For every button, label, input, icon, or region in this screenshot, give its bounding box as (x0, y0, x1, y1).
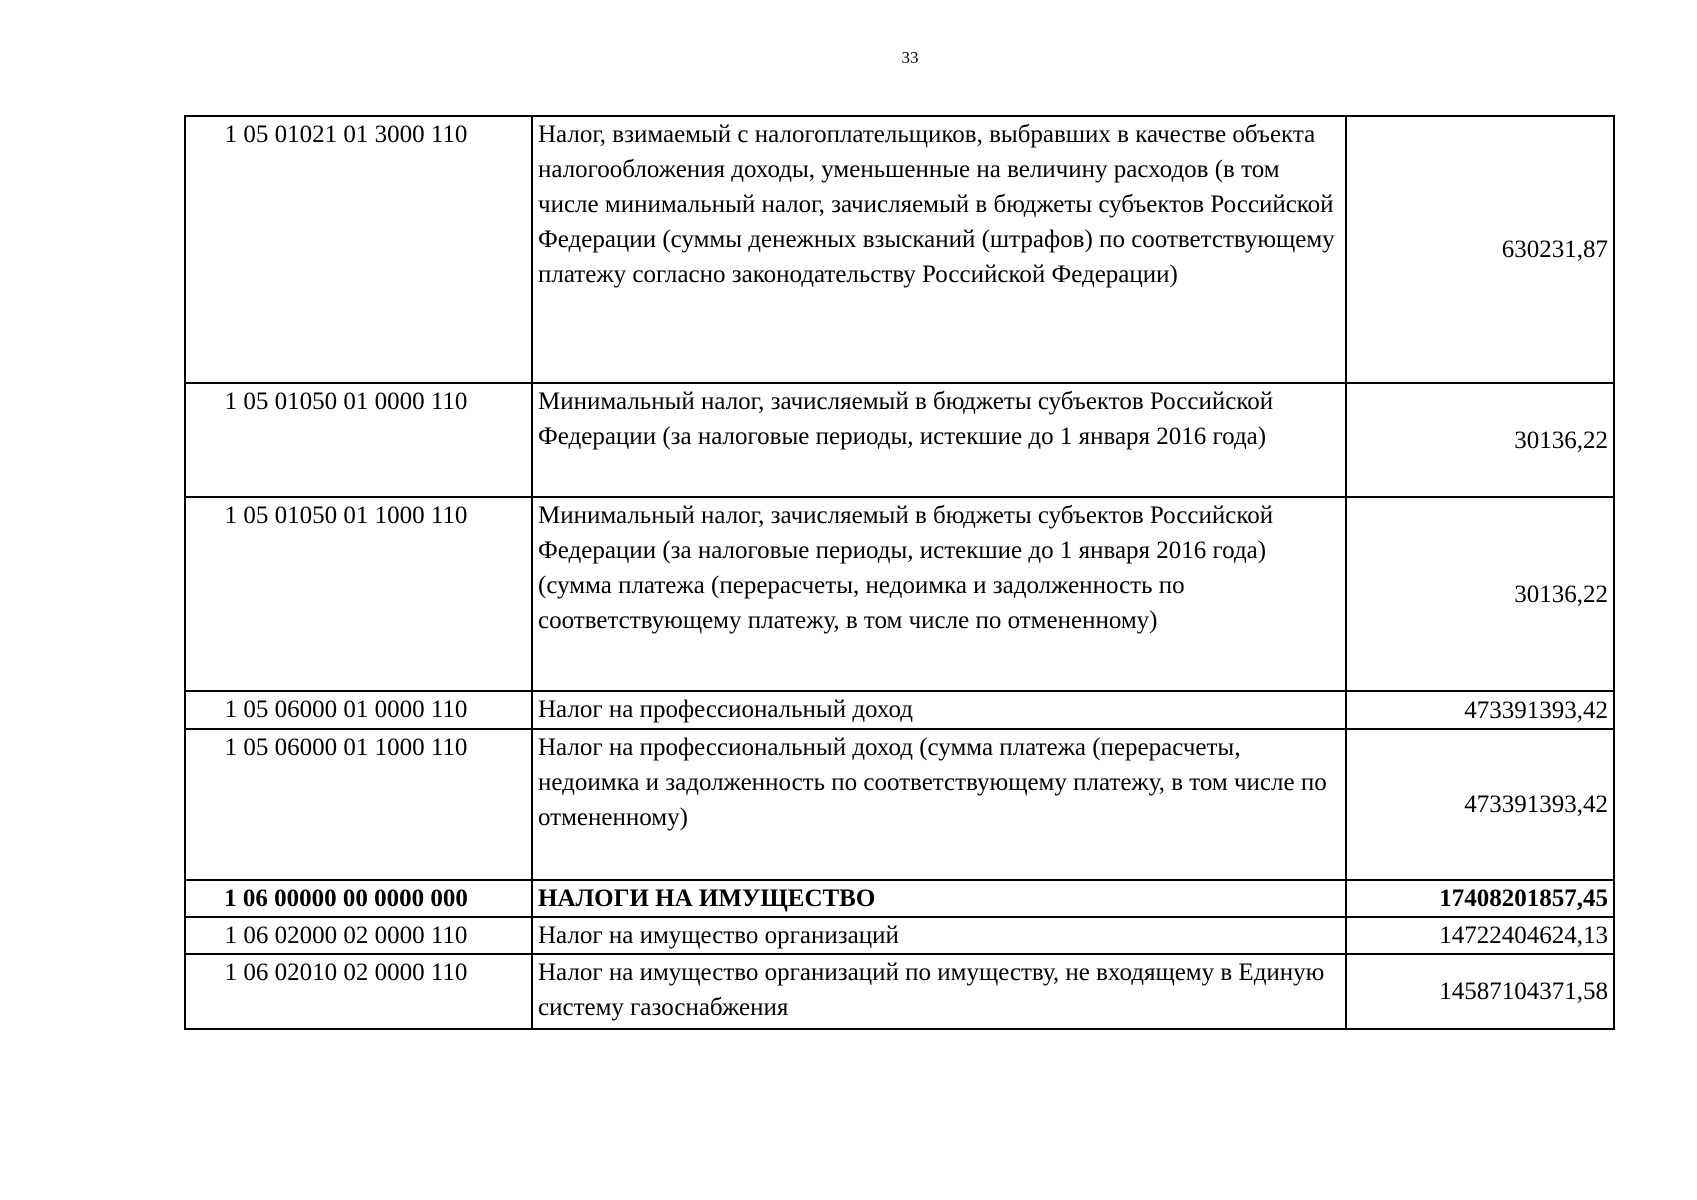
table-row (185, 691, 1614, 729)
row-code: 1 06 02000 02 0000 110 (185, 917, 532, 954)
row-amount: 30136,22 (1346, 497, 1614, 691)
table-row (185, 954, 1614, 1029)
table-row (185, 917, 1614, 954)
row-amount: 473391393,42 (1346, 691, 1614, 729)
budget-revenue-table (184, 115, 1615, 1030)
row-name: Налог, взимаемый с налогоплательщиков, выбравших в качестве объекта налогообложения доходы, уменьшенные на величину расходов (в том числе минимальный налог, зачисляемый в бюджеты субъектов Российской Федерации (суммы денежных взысканий (штрафов) по соответствующему платежу согласно законодательству Российской Федерации) (532, 116, 1346, 383)
row-code: 1 06 02010 02 0000 110 (185, 954, 532, 1029)
row-code: 1 05 06000 01 0000 110 (185, 691, 532, 729)
row-amount: 30136,22 (1346, 383, 1614, 497)
row-amount: 473391393,42 (1346, 729, 1614, 880)
row-code: 1 05 06000 01 1000 110 (185, 729, 532, 880)
page-number: 33 (901, 48, 919, 67)
row-name: Налог на имущество организаций по имуществу, не входящему в Единую систему газоснабжения (532, 954, 1346, 1029)
row-code: 1 05 01050 01 0000 110 (185, 383, 532, 497)
table-row (185, 383, 1614, 497)
row-amount: 14587104371,58 (1346, 954, 1614, 1029)
table-row (185, 497, 1614, 691)
row-name: Налог на профессиональный доход (532, 691, 1346, 729)
table-row (185, 729, 1614, 880)
row-code: 1 05 01050 01 1000 110 (185, 497, 532, 691)
row-amount: 630231,87 (1346, 116, 1614, 383)
row-amount: 14722404624,13 (1346, 917, 1614, 954)
row-name: Налог на профессиональный доход (сумма платежа (перерасчеты, недоимка и задолженность по соответствующему платежу, в том числе по отмененному) (532, 729, 1346, 880)
row-name: Минимальный налог, зачисляемый в бюджеты субъектов Российской Федерации (за налоговые периоды, истекшие до 1 января 2016 года) (сумма платежа (перерасчеты, недоимка и задолженность по соответствующему платежу, в том числе по отмененному) (532, 497, 1346, 691)
row-code: 1 05 01021 01 3000 110 (185, 116, 532, 383)
row-amount: 17408201857,45 (1346, 880, 1614, 917)
row-name: Минимальный налог, зачисляемый в бюджеты субъектов Российской Федерации (за налоговые периоды, истекшие до 1 января 2016 года) (532, 383, 1346, 497)
table-row (185, 116, 1614, 383)
row-code: 1 06 00000 00 0000 000 (185, 880, 532, 917)
row-name: НАЛОГИ НА ИМУЩЕСТВО (532, 880, 1346, 917)
row-name: Налог на имущество организаций (532, 917, 1346, 954)
table-row-section-total (185, 880, 1614, 917)
